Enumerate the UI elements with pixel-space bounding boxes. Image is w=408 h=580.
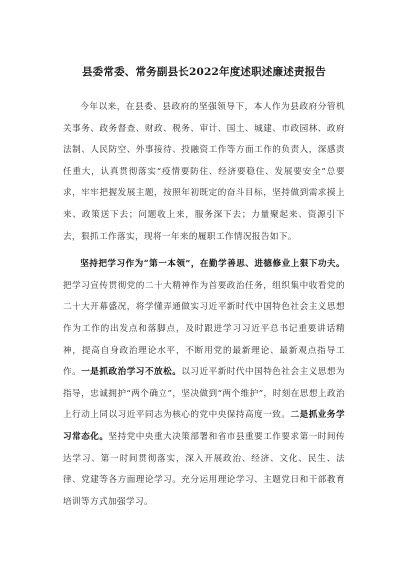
section-heading: 坚持把学习作为“第一本领”，在勤学善思、进德修业上狠下功夫。	[80, 259, 345, 270]
point-one-heading: 一是抓政治学习不放松。	[81, 367, 182, 378]
point-two-heading: 二是抓业务学习常态化。	[63, 410, 345, 442]
study-paragraph	[63, 254, 345, 513]
document-title: 县委常委、常务副县长2022年度述职述廉述责报告	[81, 66, 327, 78]
intro-paragraph	[63, 97, 345, 248]
body-text: 坚持党中央重大决策部署和省市县重要工作要求第一时间传达学习、第一时间贯彻落实，深入开展政治、经济、文化、民生、法律、党建等各方面理论学习。充分运用理论学习、主题党日和干部教育培训等方式加强学习。	[63, 431, 345, 507]
body-text: 以习近平新时代中国特色社会主义思想为指导，忠诚拥护“两个确立”，坚决做到“两个维护”，时刻在思想上政治上行动上同以习近平同志为核心的党中央保持高度一致。	[63, 367, 345, 421]
intro-text: 今年以来，在县委、县政府的坚强领导下，本人作为县政府分管机关事务、政务督查、财政、税务、审计、国土、城建、市政园林、政府法制、人民防空、外事接待、投融资工作等方面工作的负责人，深感责任重大，认真贯彻落实“疫情要防住、经济要稳住、发展要安全”总要求，牢牢把握发展主题，按照年初既定的奋斗目标，坚持做到需求摸上来、政策送下去；问题收上来，服务深下去；力量聚起来、资源引下去，狠抓工作落实，现将一年来的履职工作情况报告如下。	[63, 102, 345, 242]
body-text: 把学习宣传贯彻党的二十大精神作为首要政治任务，组织集中收看党的二十大开幕盛况，将学懂弄通做实习近平新时代中国特色社会主义思想作为工作的出发点和落脚点，及时跟进学习习近平总书记重要讲话精神，提高自身政治理论水平，不断用党的最新理论、最新观点指导工作。	[63, 280, 345, 378]
